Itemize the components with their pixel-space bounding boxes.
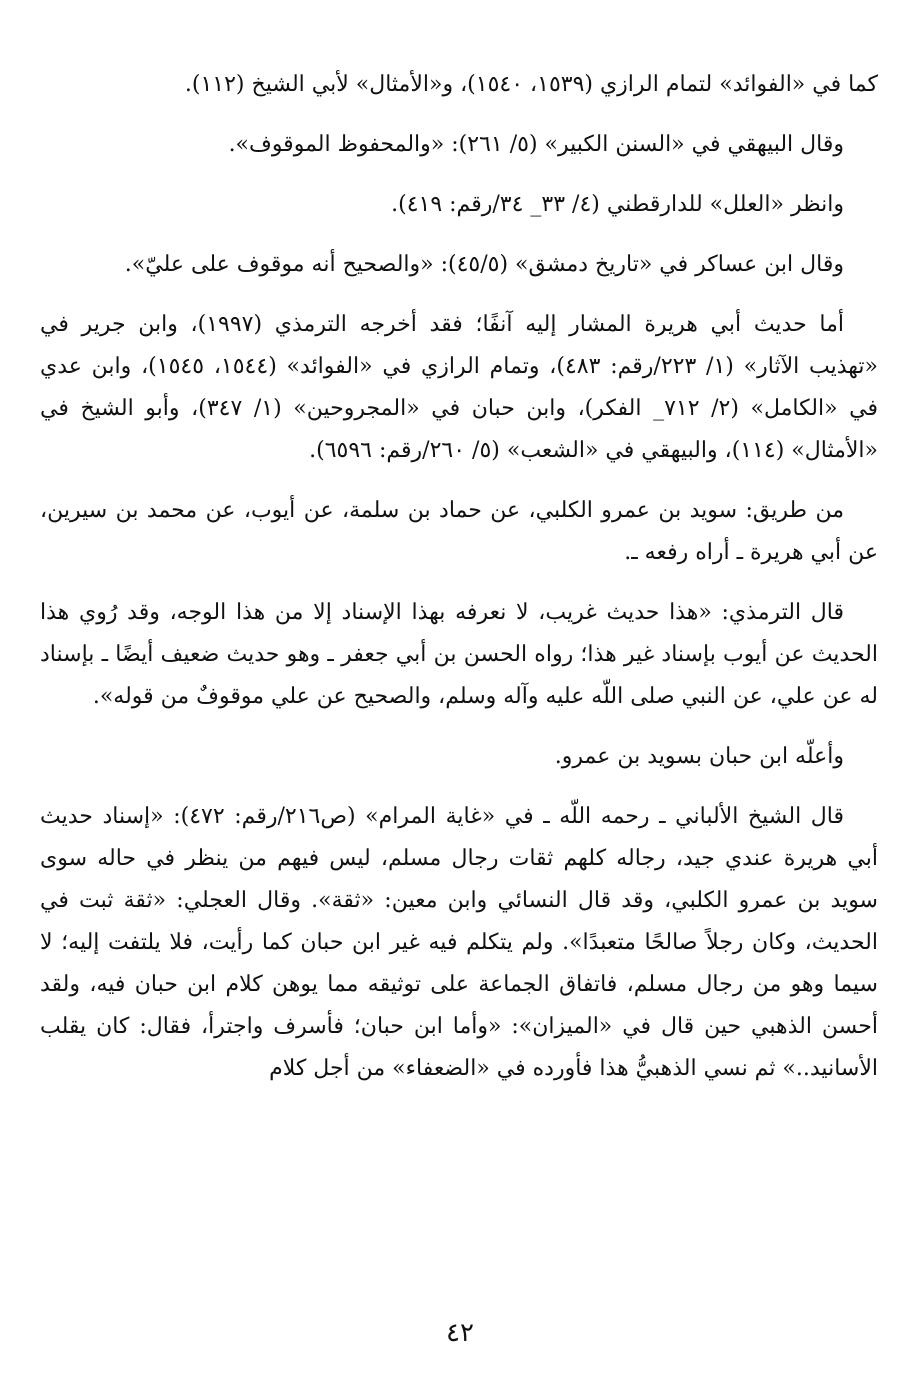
paragraph-albani-comment: قال الشيخ الألباني ـ رحمه اللّه ـ في «غاية المرام» (ص٢١٦/رقم: ٤٧٢): «إسناد حديث أبي هريرة عندي جيد، رجاله كلهم ثقات رجال مسلم، ليس فيهم من ينظر في حاله سوى سويد بن عمرو الكلبي، وقد قال النسائي وابن معين: «ثقة». وقال العجلي: «ثقة ثبت في الحديث، وكان رجلاً صالحًا متعبدًا». ولم يتكلم فيه غير ابن حبان كما رأيت، فلا يلتفت إليه؛ لا سيما وهو من رجال مسلم، فاتفاق الجماعة على توثيقه مما يوهن كلام ابن حبان فيه، ولقد أحسن الذهبي حين قال في «الميزان»: «وأما ابن حبان؛ فأسرف واجترأ، فقال: كان يقلب الأسانيد..» ثم نسي الذهبيُّ هذا فأورده في «الضعفاء» من أجل كلام	[40, 804, 878, 1081]
paragraph-tirmidhi-comment: قال الترمذي: «هذا حديث غريب، لا نعرفه بهذا الإسناد إلا من هذا الوجه، وقد رُوي هذا الحديث عن أيوب بإسناد غير هذا؛ رواه الحسن بن أبي جعفر ـ وهو حديث ضعيف أيضًا ـ بإسناد له عن علي، عن النبي صلى اللّه عليه وآله وسلم، والصحيح عن علي موقوفٌ من قوله».	[40, 600, 878, 709]
paragraph-isnad-chain: من طريق: سويد بن عمرو الكلبي، عن حماد بن سلمة، عن أيوب، عن محمد بن سيرين، عن أبي هريرة ـ أراه رفعه ـ.	[40, 498, 878, 565]
paragraph-citations-fawaid: كما في «الفوائد» لتمام الرازي (١٥٣٩، ١٥٤٠)، و«الأمثال» لأبي الشيخ (١١٢).	[184, 72, 878, 97]
paragraph-ibn-hibban: وأعلّه ابن حبان بسويد بن عمرو.	[554, 744, 844, 769]
paragraph-daraqutni-ilal: وانظر «العلل» للدارقطني (٤/ ٣٣_ ٣٤/رقم: ٤١٩).	[391, 192, 844, 217]
page-body	[40, 64, 878, 1108]
paragraph-bayhaqi-sunan: وقال البيهقي في «السنن الكبير» (٥/ ٢٦١): «والمحفوظ الموقوف».	[228, 132, 844, 157]
page-number: ٤٢	[446, 1318, 474, 1348]
paragraph-abu-hurayrah-hadith: أما حديث أبي هريرة المشار إليه آنفًا؛ فقد أخرجه الترمذي (١٩٩٧)، وابن جرير في «تهذيب الآثار» (١/ ٢٢٣/رقم: ٤٨٣)، وتمام الرازي في «الفوائد» (١٥٤٤، ١٥٤٥)، وابن عدي في «الكامل» (٢/ ٧١٢_ الفكر)، وابن حبان في «المجروحين» (١/ ٣٤٧)، وأبو الشيخ في «الأمثال» (١١٤)، والبيهقي في «الشعب» (٥/ ٢٦٠/رقم: ٦٥٩٦).	[40, 312, 879, 463]
paragraph-ibn-asakir: وقال ابن عساكر في «تاريخ دمشق» (٤٥/٥): «والصحيح أنه موقوف على عليّ».	[124, 252, 844, 277]
